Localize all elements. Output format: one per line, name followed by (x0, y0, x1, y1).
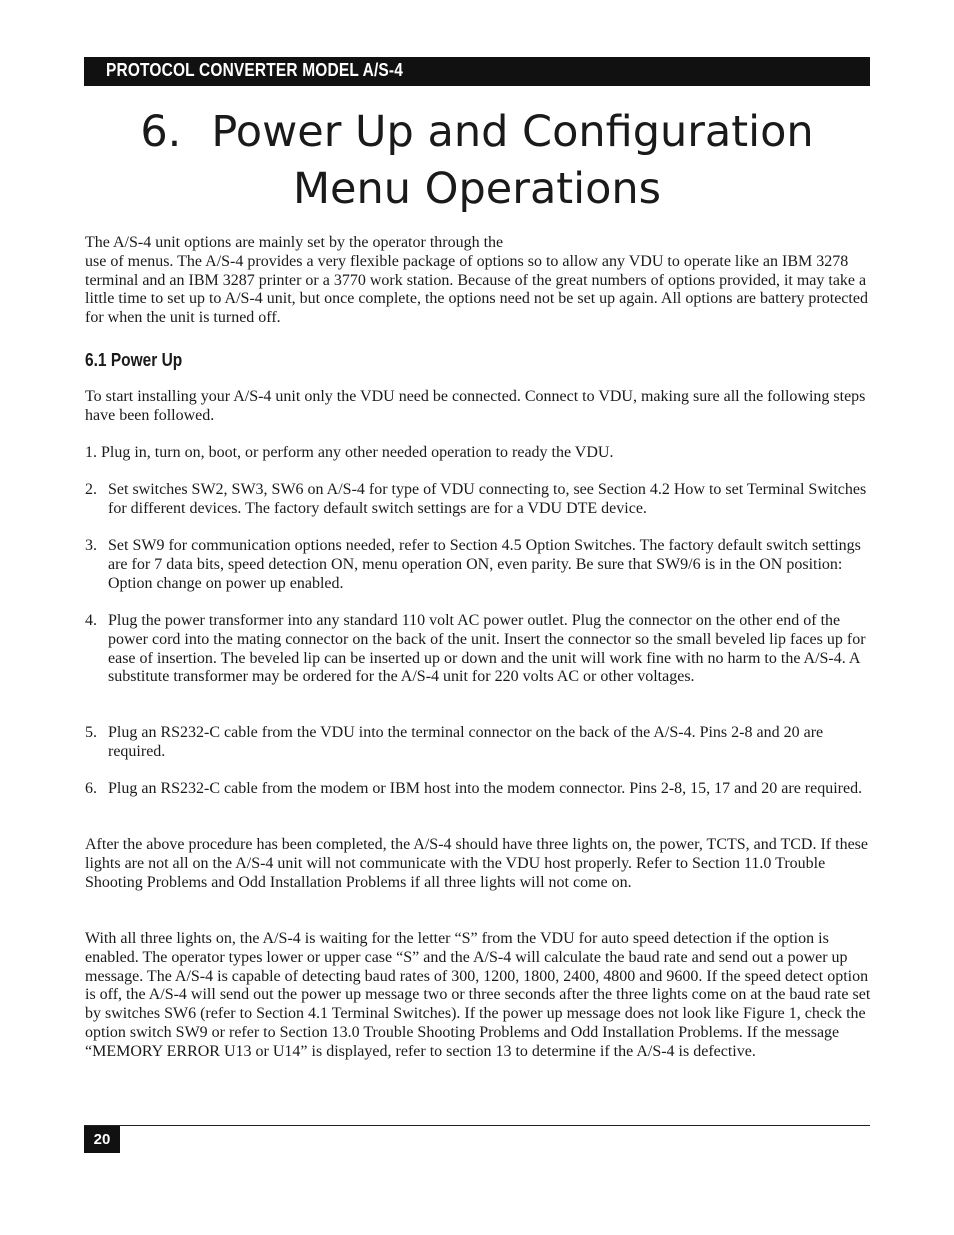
running-header (84, 57, 870, 86)
step-2-number: 2. (85, 481, 97, 498)
step-3 (85, 537, 875, 593)
auto-speed-paragraph: With all three lights on, the A/S-4 is waiting for the letter “S” from the VDU for auto speed detection if the option is enabled. The operator types lower or upper case “S” and the A/S-4 will calculate the baud rate and send out a power up message. The A/S-4 is capable of detecting baud rates of 300, 1200, 1800, 2400, 4800 and 9600. If the speed detect option is off, the A/S-4 will send out the power up message two or three seconds after the three lights come on at the baud rate set by switches SW6 (refer to Section 4.1 Terminal Switches). If the power up message does not look like Figure 1, check the option switch SW9 or refer to Section 13.0 Trouble Shooting Problems and Odd Installation Problems. If the message “MEMORY ERROR U13 or U14” is displayed, refer to section 13 to determine if the A/S-4 is defective. (85, 930, 871, 1060)
step-1 (85, 444, 875, 463)
intro-first-line: The A/S-4 unit options are mainly set by the operator through the (85, 234, 504, 251)
intro-paragraph (85, 234, 875, 328)
step-5 (85, 724, 875, 762)
intro-rest: use of menus. The A/S-4 provides a very flexible package of options so to allow any VDU to operate like an IBM 3278 terminal and an IBM 3287 printer or a 3770 work station. Because of the great numbers of options provided, it may take a little time to set up to A/S-4 unit, but once complete, the options need not be set up again. All options are battery protected for when the unit is turned off. (85, 252, 868, 327)
section-heading: 6.1 Power Up (85, 350, 183, 370)
chapter-number: 6. (140, 107, 182, 157)
chapter-title-line-2: Menu Operations (292, 164, 662, 214)
step-3-text: Set SW9 for communication options needed, refer to Section 4.5 Option Switches. The factory default switch settings are for 7 data bits, speed detection ON, menu operation ON, even parity. Be sure that SW9/6 is in the ON position: Option change on power up enabled. (108, 537, 861, 592)
step-1-text: Plug in, turn on, boot, or perform any other needed operation to ready the VDU. (101, 444, 614, 461)
chapter-title (84, 104, 870, 218)
step-6 (85, 780, 875, 799)
step-5-text: Plug an RS232-C cable from the VDU into the terminal connector on the back of the A/S-4. Pins 2-8 and 20 are required. (108, 724, 824, 760)
step-6-number: 6. (85, 780, 97, 797)
chapter-title-text-1: Power Up and Configuration (211, 107, 814, 157)
chapter-title-line-1 (84, 104, 870, 161)
page-number: 20 (84, 1126, 120, 1153)
step-6-text: Plug an RS232-C cable from the modem or IBM host into the modem connector. Pins 2-8, 15, 17 and 20 are required. (108, 780, 863, 797)
step-2 (85, 481, 875, 519)
step-4-number: 4. (85, 612, 97, 629)
step-5-number: 5. (85, 724, 97, 741)
footer-rule (84, 1125, 870, 1126)
step-4 (85, 612, 875, 687)
section-lead-paragraph: To start installing your A/S-4 unit only the VDU need be connected. Connect to VDU, making sure all the following steps have been followed. (85, 388, 866, 424)
step-4-text: Plug the power transformer into any standard 110 volt AC power outlet. Plug the connector on the other end of the power cord into the mating connector on the back of the unit. Insert the connector so the small beveled lip faces up for ease of insertion. The beveled lip can be inserted up or down and the unit will work fine with no harm to the A/S-4. A substitute transformer may be ordered for the A/S-4 unit for 220 volts AC or other voltages. (108, 612, 866, 686)
step-2-text: Set switches SW2, SW3, SW6 on A/S-4 for type of VDU connecting to, see Section 4.2 How to set Terminal Switches for different devices. The factory default switch settings are for a VDU DTE device. (108, 481, 867, 517)
running-header-title: PROTOCOL CONVERTER MODEL A/S-4 (106, 60, 404, 80)
after-procedure-paragraph: After the above procedure has been completed, the A/S-4 should have three lights on, the power, TCTS, and TCD. If these lights are not all on the A/S-4 unit will not communicate with the VDU host properly. Refer to Section 11.0 Trouble Shooting Problems and Odd Installation Problems if all three lights will not come on. (85, 836, 869, 891)
step-1-number: 1. (85, 444, 97, 461)
step-3-number: 3. (85, 537, 97, 554)
